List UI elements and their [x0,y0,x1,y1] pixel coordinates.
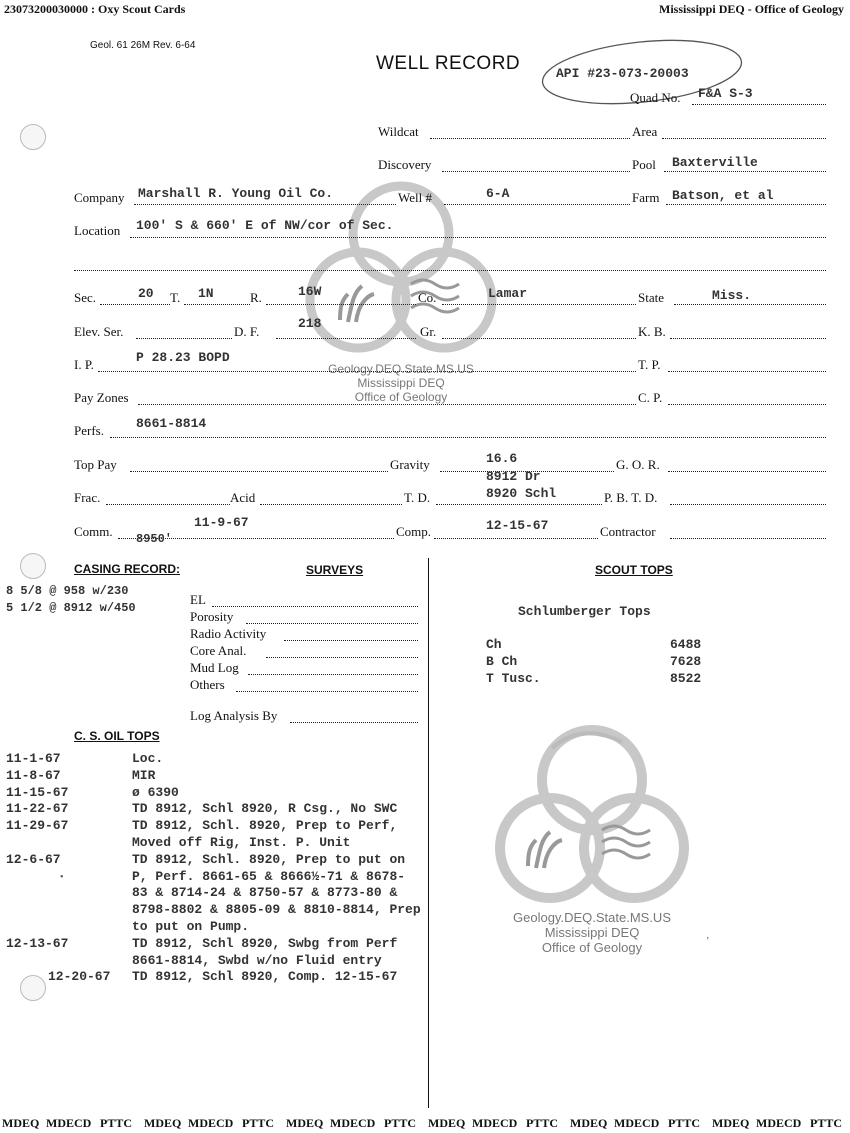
oil-top-text: Loc. [132,751,164,766]
watermark-text [492,910,692,955]
footer-label: PTTC [100,1116,133,1130]
comm-label: Comm. [74,524,113,539]
footer-label: MDECD [46,1116,92,1130]
wildcat-line [430,138,630,139]
t-value: 1N [198,286,214,301]
kb-line [670,338,826,339]
survey-item-label: Porosity [190,609,234,624]
survey-item-line [236,691,418,692]
survey-item-label: EL [190,592,206,607]
location-line-2 [74,270,826,271]
company-label: Company [74,190,125,205]
footer-label: PTTC [668,1116,701,1130]
oil-top-text: TD 8912, Schl. 8920, Prep to put on [132,851,406,867]
survey-item-line [246,623,418,624]
tp-label: T. P. [638,357,661,372]
gravity-label: Gravity [390,457,430,472]
ip-label: I. P. [74,357,94,372]
casing-line: 5 1/2 @ 8912 w/450 [6,601,136,615]
footer-label: MDECD [614,1116,660,1130]
gor-label: G. O. R. [616,457,660,472]
survey-item-label: Others [190,677,225,692]
pool-line [664,171,826,172]
survey-item-line [212,606,418,607]
location-label: Location [74,223,121,238]
gor-line [668,471,826,472]
oil-top-text: TD 8912, Schl 8920, Swbg from Perf [132,935,398,951]
footer-label: MDEQ [2,1116,40,1130]
punch-hole [20,975,46,1001]
pool-value: Baxterville [672,155,758,170]
punch-hole [20,124,46,150]
footer-label: PTTC [526,1116,559,1130]
toppay-line [130,471,388,472]
r-value: 16W [298,284,322,299]
surveys-heading: SURVEYS [306,563,364,577]
oil-top-date: 12-13-67 [6,935,69,951]
column-divider [428,558,429,1108]
acid-label: Acid [230,490,256,505]
survey-item-line [284,640,418,641]
co-line [442,304,636,305]
header-left: 23073200030000 : Oxy Scout Cards [4,2,186,16]
casing-heading: CASING RECORD: [74,562,181,576]
scout-tops-subtitle: Schlumberger Tops [518,604,651,619]
footer-label: MDECD [330,1116,376,1130]
comp-line [434,538,598,539]
company-line [134,204,396,205]
scout-top-name: T Tusc. [486,671,541,686]
df-value: 218 [298,316,322,331]
footer-label: MDEQ [428,1116,466,1130]
oil-top-text: 83 & 8714-24 & 8750-57 & 8773-80 & [132,885,398,901]
wildcat-label: Wildcat [378,124,419,139]
oil-top-date: 11-15-67 [6,784,69,800]
pool-label: Pool [632,157,656,172]
oil-top-date: 11-29-67 [6,818,69,834]
kb-label: K. B. [638,324,666,339]
state-line [674,304,826,305]
area-label: Area [632,124,658,139]
acid-line [260,504,402,505]
farm-line [666,204,826,205]
well-label: Well # [398,190,432,205]
payzones-label: Pay Zones [74,390,129,405]
contractor-label: Contractor [600,524,656,539]
watermark-line1: Geology.DEQ.State.MS.US [328,362,474,376]
oil-tops-heading: C. S. OIL TOPS [74,729,160,743]
scout-top-depth: 6488 [670,637,702,652]
survey-item-label: Mud Log [190,660,239,675]
oil-top-date: 11-8-67 [6,767,61,783]
sec-value: 20 [138,286,154,301]
td-value-1: 8912 Dr [486,469,541,484]
header-right: Mississippi DEQ - Office of Geology [659,2,844,16]
td-label: T. D. [404,490,431,505]
survey-item-line [266,657,418,658]
state-value: Miss. [712,288,752,303]
watermark-seal-icon [492,718,692,918]
elev-label: Elev. Ser. [74,324,124,339]
oil-top-text: MIR [132,767,156,783]
gr-line [442,338,636,339]
quad-line [692,104,826,105]
ip-value: P 28.23 BOPD [136,350,230,365]
state-label: State [638,290,664,305]
watermark-line3: Office of Geology [354,390,448,404]
r-label: R. [250,290,262,305]
toppay-label: Top Pay [74,457,117,472]
gr-label: Gr. [420,324,437,339]
td-line [436,504,602,505]
location-value: 100' S & 660' E of NW/cor of Sec. [136,218,394,233]
watermark-line1: Geology.DEQ.State.MS.US [513,910,671,925]
co-label: Co. [418,290,437,305]
footer-label: MDEQ [286,1116,324,1130]
footer-label: PTTC [242,1116,275,1130]
perfs-label: Perfs. [74,423,104,438]
watermark-line2: Mississippi DEQ [544,925,640,940]
oil-top-text: TD 8912, Schl. 8920, Prep to Perf, [132,818,398,834]
punch-hole [20,553,46,579]
comp-label: Comp. [396,524,432,539]
log-analysis-line [290,722,418,723]
discovery-label: Discovery [378,157,432,172]
footer-label: MDEQ [144,1116,182,1130]
farm-label: Farm [632,190,660,205]
df-label: D. F. [234,324,260,339]
survey-item-label: Core Anal. [190,643,247,658]
footer-label: MDECD [756,1116,802,1130]
t-line [184,304,250,305]
stray-mark: • [60,872,64,883]
td-value-2: 8920 Schl [486,486,557,501]
pbtd-label: P. B. T. D. [604,490,658,505]
scout-top-name: B Ch [486,654,518,669]
scout-top-depth: 8522 [670,671,702,686]
watermark-line3: Office of Geology [541,940,643,955]
page-title: WELL RECORD [376,53,521,74]
footer-label: MDEQ [570,1116,608,1130]
oil-top-text: 8798-8802 & 8805-09 & 8810-8814, Prep [132,902,421,918]
well-value: 6-A [486,186,510,201]
survey-item-line [248,674,418,675]
scout-top-depth: 7628 [670,654,702,669]
perfs-line [110,437,826,438]
scout-tops-heading: SCOUT TOPS [595,563,673,577]
company-value: Marshall R. Young Oil Co. [138,186,334,201]
gravity-value: 16.6 [486,451,518,466]
api-number: API #23-073-20003 [556,66,689,81]
oil-top-text: ø 6390 [132,784,179,800]
t-label: T. [170,290,181,305]
oil-top-text: TD 8912, Schl 8920, Comp. 12-15-67 [132,969,398,985]
oil-top-text: 8661-8814, Swbd w/no Fluid entry [132,952,382,968]
oil-top-text: P, Perf. 8661-65 & 8666½-71 & 8678- [132,868,406,884]
footer-label: MDECD [188,1116,234,1130]
footer-label: PTTC [384,1116,417,1130]
ip-line [98,371,636,372]
payzones-line [138,404,636,405]
oil-top-text: Moved off Rig, Inst. P. Unit [132,835,351,850]
comp-value: 12-15-67 [486,518,549,533]
r-line [266,304,416,305]
sec-label: Sec. [74,290,97,305]
location-line [130,237,826,238]
discovery-line [442,171,630,172]
footer-label: MDECD [472,1116,518,1130]
tp-line [668,371,826,372]
oil-top-date: 11-1-67 [6,751,61,766]
well-line [444,204,630,205]
footer-label: PTTC [810,1116,843,1130]
cp-label: C. P. [638,390,663,405]
perfs-value: 8661-8814 [136,416,207,431]
scout-top-name: Ch [486,637,502,652]
oil-top-date: 12-20-67 [48,969,111,985]
oil-top-text: TD 8912, Schl 8920, R Csg., No SWC [132,801,398,817]
casing-line: 8 5/8 @ 958 w/230 [6,584,129,598]
oil-top-date: 11-22-67 [6,801,69,817]
quad-label: Quad No. [630,90,681,105]
oil-top-date: 12-6-67 [6,851,61,867]
elev-line [136,338,232,339]
co-value: Lamar [488,286,528,301]
footer-label: MDEQ [712,1116,750,1130]
pbtd-line [670,504,826,505]
stray-mark: ʼ [706,936,710,947]
watermark-line2: Mississippi DEQ [357,376,445,390]
sec-line [100,304,170,305]
farm-value: Batson, et al [672,188,774,203]
area-line [662,138,826,139]
contractor-line [670,538,826,539]
watermark-text [296,362,506,404]
quad-value: F&A S-3 [698,86,753,101]
comm-value: 11-9-67 [194,515,249,530]
comm-extra: 8950' [136,532,173,546]
oil-top-text: to put on Pump. [132,919,250,934]
form-id: Geol. 61 26M Rev. 6-64 [90,40,196,51]
cp-line [668,404,826,405]
frac-line [106,504,230,505]
survey-item-label: Radio Activity [190,626,267,641]
df-line [276,338,416,339]
log-analysis-label: Log Analysis By [190,708,278,723]
frac-label: Frac. [74,490,101,505]
